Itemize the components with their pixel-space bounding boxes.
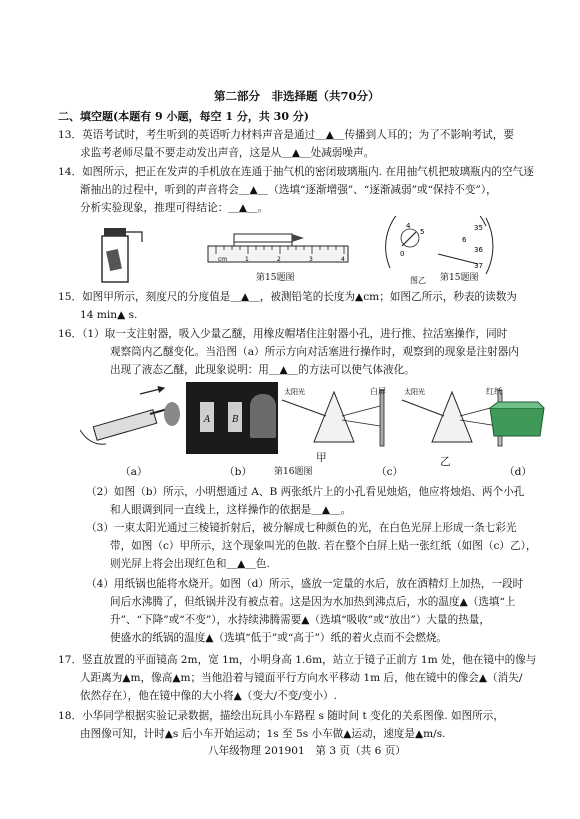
- q14-line3: 分析实验现象，推理可得结论：＿▲＿。: [80, 202, 269, 214]
- paper-pot-figure: [488, 400, 546, 440]
- part-title: 第二部分 非选择题（共70分）: [214, 89, 380, 103]
- fig-a-label: （a）: [120, 466, 148, 478]
- q16-p2-line1: （2）如图（b）所示，小明想通过 A、B 两张纸片上的小孔看见烛焰，他应将烛焰、两个小孔: [86, 486, 525, 498]
- syringe-figure: [80, 384, 184, 454]
- q18-line1: 18．小华同学根据实验记录数据，描绘出玩具小车路程 s 随时间 t 变化的关系图像. 如图所示，: [58, 710, 504, 722]
- dial-inner-5: 5: [420, 228, 425, 236]
- bell-jar-figure: [96, 222, 144, 286]
- ruler-tick-4: 4: [341, 256, 345, 263]
- stopwatch-figure: [382, 216, 494, 276]
- q16-p2-line2: 和人眼调到同一直线上，这样操作的依据是＿▲＿。: [110, 504, 352, 516]
- q14-line1: 14．如图所示，把正在发声的手机放在连通于抽气机的密闭玻璃瓶内. 在用抽气机把玻璃瓶内的空气逐: [58, 166, 534, 178]
- candle-photo: [186, 382, 278, 454]
- fig-jia-label: 甲: [316, 452, 327, 464]
- fig-yi-label: 乙: [440, 456, 451, 468]
- q16-p4-line3: 升”、“下降”或“不变”），水持续沸腾需要▲（选填“吸收”或“放出”）大量的热量，: [110, 614, 490, 626]
- q17-line2: 人距离为▲m，像高▲m；当他沿着与镜面平行方向水平移动 1m 后，他在镜中的像会▲（消失/: [80, 672, 523, 684]
- ruler-unit: cm: [218, 256, 228, 263]
- section-heading: 二、填空题(本题有 9 小题，每空 1 分，共 30 分): [58, 110, 310, 123]
- dial-outer-37: 37: [474, 262, 483, 270]
- fig15-ruler-caption: 第15题图: [256, 273, 295, 283]
- q13-line1: 13．英语考试时，考生听到的英语听力材料声音是通过＿▲＿传播到人耳的；为了不影响考试，要: [58, 129, 514, 141]
- fig-b-label: （b）: [224, 466, 252, 478]
- ruler-figure: [206, 226, 352, 270]
- q15-line1: 15．如图甲所示，刻度尺的分度值是＿▲＿，被测铅笔的长度为▲cm；如图乙所示，秒表的读数为: [58, 291, 517, 303]
- ruler-tick-3: 3: [309, 256, 313, 263]
- q16-p4-line1: （4）用纸锅也能将水烧开。如图（d）所示，盛放一定量的水后，放在酒精灯上加热，一段时: [86, 578, 524, 590]
- white-screen-label: 白屏: [370, 387, 386, 396]
- q18-line2: 由图像可知，计时▲s 后小车开始运动；1s 至 5s 小车做▲运动，速度是▲m/s.: [80, 728, 446, 740]
- ruler-tick-2: 2: [277, 256, 281, 263]
- ruler-tick-1: 1: [245, 256, 249, 263]
- fig15-stopwatch-label: 图乙: [410, 276, 426, 285]
- fig16-caption: 第16题图: [274, 467, 313, 477]
- dial-outer-35: 35: [474, 224, 483, 232]
- q16-p3-line1: （3）一束太阳光通过三棱镜折射后，被分解成七种颜色的光，在白色光屏上形成一条七彩光: [86, 522, 517, 534]
- red-paper-label: 红纸: [486, 387, 502, 396]
- page-footer: 八年级物理 201901 第 3 页（共 6 页）: [208, 745, 406, 757]
- fig15-caption: 第15题图: [440, 273, 479, 283]
- card-b-label: B: [232, 415, 239, 425]
- fig-c-label: （c）: [376, 466, 404, 478]
- dial-inner-0: 0: [400, 250, 405, 258]
- q17-line3: 依然存在），他在镜中像的大小将▲（变大/不变/变小）.: [80, 690, 338, 702]
- card-a-label: A: [204, 415, 211, 425]
- sunlight-label-1: 太阳光: [284, 388, 305, 396]
- dial-inner-4: 4: [406, 222, 411, 230]
- q15-line2: 14 min▲ s.: [80, 309, 138, 321]
- q16-p4-line2: 间后水沸腾了，但纸锅并没有被点着。这是因为水加热到沸点后，水的温度▲（选填“上: [110, 596, 516, 608]
- dial-outer-6: 6: [462, 236, 467, 244]
- q17-line1: 17．竖直放置的平面镜高 2m，宽 1m，小明身高 1.6m，站立于镜子正前方 1m 处，他在镜中的像与: [58, 654, 537, 666]
- sunlight-label-2: 太阳光: [404, 388, 425, 396]
- q16-p1-line2: 观察筒内乙醚变化。当沿图（a）所示方向对活塞进行操作时，观察到的现象是注射器内: [110, 346, 519, 358]
- q16-p1-line1: 16．（1）取一支注射器，吸入少量乙醚，用橡皮帽堵住注射器小孔，进行推、拉活塞操作，同时: [58, 328, 508, 340]
- fig-d-label: （d）: [504, 466, 532, 478]
- q16-p3-line3: 则光屏上将会出现红色和＿▲＿色.: [110, 558, 270, 570]
- q16-p3-line2: 带，如图（c）甲所示，这个现象叫光的色散. 若在整个白屏上贴一张红纸（如图（c）乙），: [110, 540, 537, 552]
- dial-outer-36: 36: [474, 246, 483, 254]
- q14-line2: 渐抽出的过程中，听到的声音将会＿▲＿（选填“逐渐增强”、“逐渐减弱”或“保持不变”），: [80, 184, 497, 196]
- q16-p1-line3: 出现了液态乙醚，此现象说明：用＿▲＿的方法可以使气体液化。: [110, 364, 415, 376]
- q13-line2: 求监考老师尽量不要走动发出声音，这是从＿▲＿处减弱噪声。: [80, 147, 375, 159]
- q16-p4-line4: 使盛水的纸锅的温度▲（选填“低于”或“高于”）纸的着火点而不会燃烧。: [110, 632, 448, 644]
